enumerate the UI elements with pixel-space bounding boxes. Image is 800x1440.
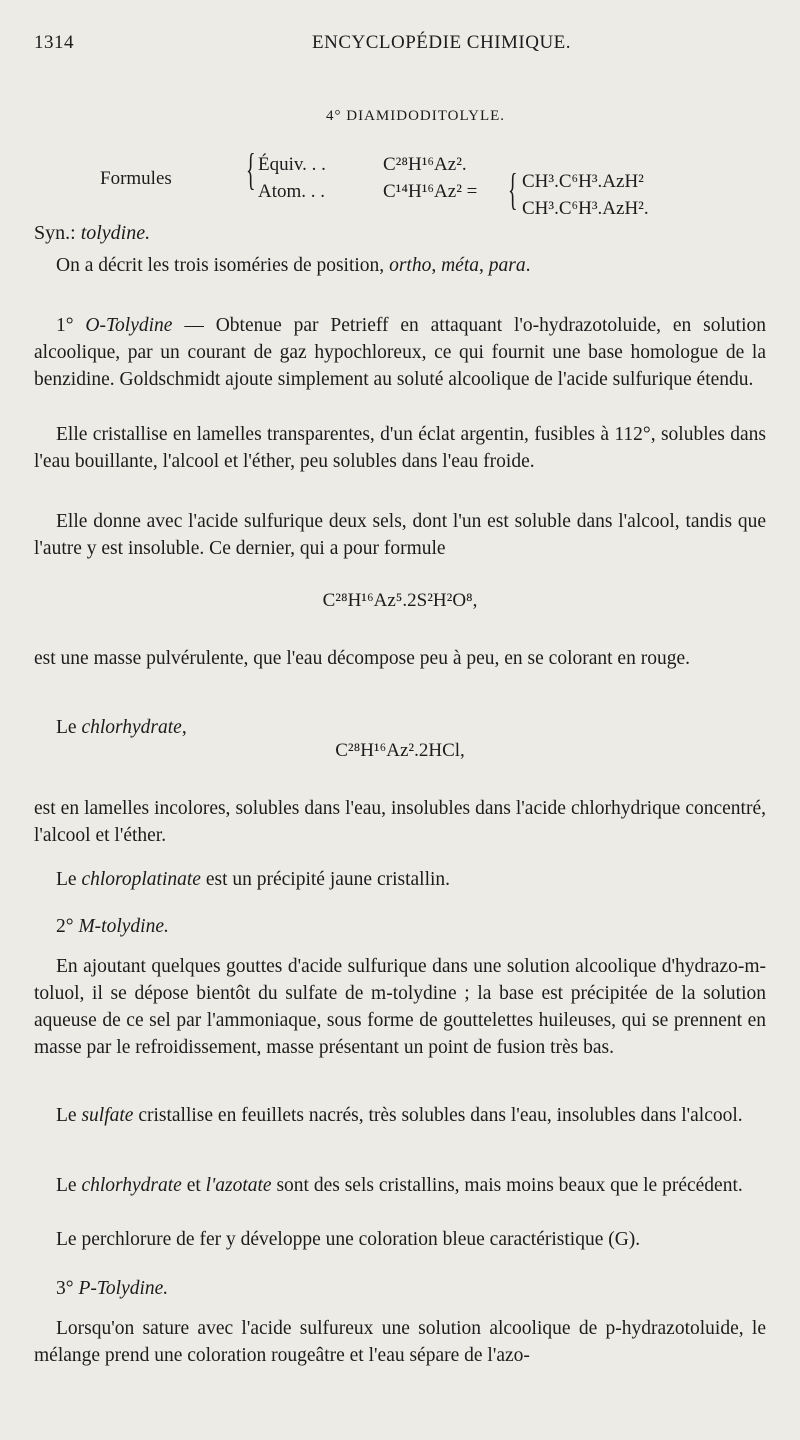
ortho-name: O-Tolydine	[85, 315, 173, 336]
paragraph-para-tolydine: Lorsqu'on sature avec l'acide sulfureux une solution alcoolique de p-hydrazotoluide, le mélange prend une coloration rougeâtre et l'eau sépare de l'azo-	[34, 1318, 766, 1366]
azotate-name2: l'azotate	[205, 1175, 272, 1196]
chloroplatinate-name: chloroplatinate	[81, 869, 201, 890]
isomer-meta: méta	[441, 255, 479, 276]
azotate-c: sont des sels cristallins, mais moins beaux que le précédent.	[271, 1175, 743, 1196]
meta-name: M-tolydine.	[78, 916, 169, 937]
heading-para-tolydine	[34, 1275, 766, 1302]
azotate-b: et	[181, 1175, 206, 1196]
running-title: ENCYCLOPÉDIE CHIMIQUE.	[312, 32, 572, 53]
formula-brace-left: {	[246, 145, 256, 194]
intro-end: .	[525, 255, 531, 276]
azotate-a: Le	[56, 1175, 82, 1196]
formula-struct-line2: CH³.C⁶H³.AzH².	[522, 198, 649, 219]
formula-atom-value: C¹⁴H¹⁶Az² =	[383, 181, 478, 202]
isomer-para: para	[488, 255, 526, 276]
paragraph-chloroplatinate	[34, 866, 766, 893]
synonym-value: tolydine.	[80, 222, 151, 244]
para-name: P-Tolydine.	[78, 1278, 169, 1299]
paragraph-intro	[34, 252, 766, 279]
chlorhydrate-name: chlorhydrate	[81, 717, 182, 738]
formula-struct-line1: CH³.C⁶H³.AzH²	[522, 171, 644, 192]
synonym-label: Syn.:	[34, 222, 76, 244]
paragraph-perchlorure: Le perchlorure de fer y développe une coloration bleue caractéristique (G).	[56, 1229, 641, 1250]
paragraph-lamelles: est en lamelles incolores, solubles dans l'eau, insolubles dans l'acide chlorhydrique concentré, l'alcool et l'éther.	[34, 798, 766, 846]
sulfate-b: cristallise en feuillets nacrés, très solubles dans l'eau, insolubles dans l'alcool.	[133, 1105, 743, 1126]
synonym	[34, 222, 150, 245]
paragraph-ortho-tolydine	[34, 312, 766, 393]
intro-sep2: ,	[478, 255, 489, 276]
sulfate-name: sulfate	[81, 1105, 134, 1126]
chlorhydrate-intro-a: Le	[56, 717, 82, 738]
formula-atom-label: Atom. . .	[258, 181, 326, 202]
para-number: 3°	[56, 1278, 79, 1299]
formula-chlorhydrate: C²⁸H¹⁶Az².2HCl,	[335, 740, 465, 761]
intro-text: On a décrit les trois isoméries de position,	[56, 255, 390, 276]
sulfate-a: Le	[56, 1105, 82, 1126]
isomer-ortho: ortho	[389, 255, 432, 276]
formulas-label: Formules	[100, 168, 172, 189]
formula-equiv-label: Équiv. . .	[258, 154, 326, 175]
formula-equiv-value: C²⁸H¹⁶Az².	[383, 154, 467, 175]
paragraph-azotate	[34, 1172, 766, 1199]
paragraph-sulfate	[34, 1102, 766, 1129]
formula-sulfate: C²⁸H¹⁶Az⁵.2S²H²O⁸,	[322, 590, 478, 611]
paragraph-chlorhydrate-intro	[34, 714, 766, 741]
chlorhydrate-intro-end: ,	[181, 717, 187, 738]
ortho-number: 1°	[56, 315, 86, 336]
azotate-name1: chlorhydrate	[81, 1175, 182, 1196]
intro-sep1: ,	[431, 255, 442, 276]
paragraph-meta-tolydine: En ajoutant quelques gouttes d'acide sulfurique dans une solution alcoolique d'hydrazo-m-toluol, il se dépose bientôt du sulfate de m-tolydine ; la base est précipitée de la solution aqueuse de ce sel par l'ammoniaque, sous forme de gouttelettes huileuses, qui se prennent en masse par le refroidissement, masse présentant un point de fusion très bas.	[34, 956, 766, 1058]
ortho-text: — Obtenue par Petrieff en attaquant l'o-hydrazotoluide, en solution alcoolique, par un courant de gaz hypochloreux, ce qui fournit une base homologue de la benzidine. Goldschmidt ajoute simplement au soluté alcoolique de l'acide sulfurique étendu.	[34, 315, 766, 390]
paragraph-sels: Elle donne avec l'acide sulfurique deux sels, dont l'un est soluble dans l'alcool, tandis que l'autre y est insoluble. Ce dernier, qui a pour formule	[34, 511, 766, 559]
chloroplatinate-a: Le	[56, 869, 82, 890]
page-number: 1314	[34, 32, 74, 53]
meta-number: 2°	[56, 916, 79, 937]
paragraph-masse: est une masse pulvérulente, que l'eau décompose peu à peu, en se colorant en rouge.	[34, 648, 690, 669]
section-title: 4° DIAMIDODITOLYLE.	[326, 108, 506, 124]
chloroplatinate-b: est un précipité jaune cristallin.	[200, 869, 451, 890]
formula-brace-right: {	[508, 165, 518, 214]
heading-meta-tolydine	[34, 913, 766, 940]
paragraph-cristallise: Elle cristallise en lamelles transparentes, d'un éclat argentin, fusibles à 112°, solubles dans l'eau bouillante, l'alcool et l'éther, peu solubles dans l'eau froide.	[34, 424, 766, 472]
